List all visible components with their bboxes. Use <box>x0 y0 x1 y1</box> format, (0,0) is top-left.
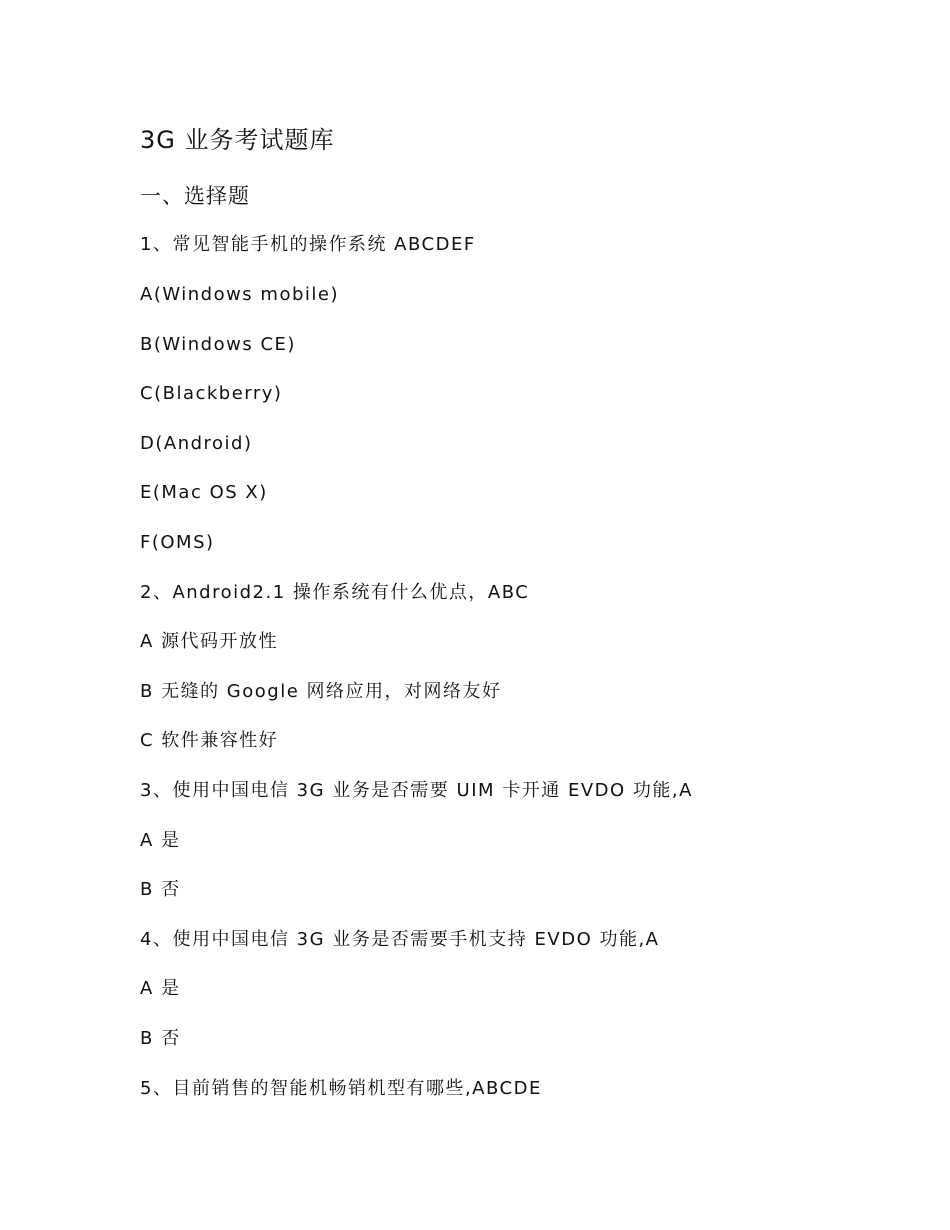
question-2-option-b: B 无缝的 Google 网络应用，对网络友好 <box>140 681 502 702</box>
question-3: 3、使用中国电信 3G 业务是否需要 UIM 卡开通 EVDO 功能,A <box>140 780 693 801</box>
question-2-option-c: C 软件兼容性好 <box>140 730 279 751</box>
question-3-option-b: B 否 <box>140 879 181 900</box>
question-1-option-a: A(Windows mobile) <box>140 284 339 305</box>
question-1-option-b: B(Windows CE) <box>140 334 296 355</box>
document-title: 3G 业务考试题库 <box>140 126 335 154</box>
question-5: 5、目前销售的智能机畅销机型有哪些,ABCDE <box>140 1078 542 1099</box>
question-3-option-a: A 是 <box>140 830 181 851</box>
question-4-option-b: B 否 <box>140 1028 181 1049</box>
question-1-option-c: C(Blackberry) <box>140 383 283 404</box>
section-heading: 一、选择题 <box>140 184 250 208</box>
question-1-option-f: F(OMS) <box>140 532 215 553</box>
question-2-option-a: A 源代码开放性 <box>140 631 279 652</box>
question-2: 2、Android2.1 操作系统有什么优点，ABC <box>140 582 530 603</box>
question-4: 4、使用中国电信 3G 业务是否需要手机支持 EVDO 功能,A <box>140 929 660 950</box>
question-1-option-d: D(Android) <box>140 433 253 454</box>
question-1-option-e: E(Mac OS X) <box>140 482 268 503</box>
question-4-option-a: A 是 <box>140 978 181 999</box>
question-1: 1、常见智能手机的操作系统 ABCDEF <box>140 234 476 255</box>
